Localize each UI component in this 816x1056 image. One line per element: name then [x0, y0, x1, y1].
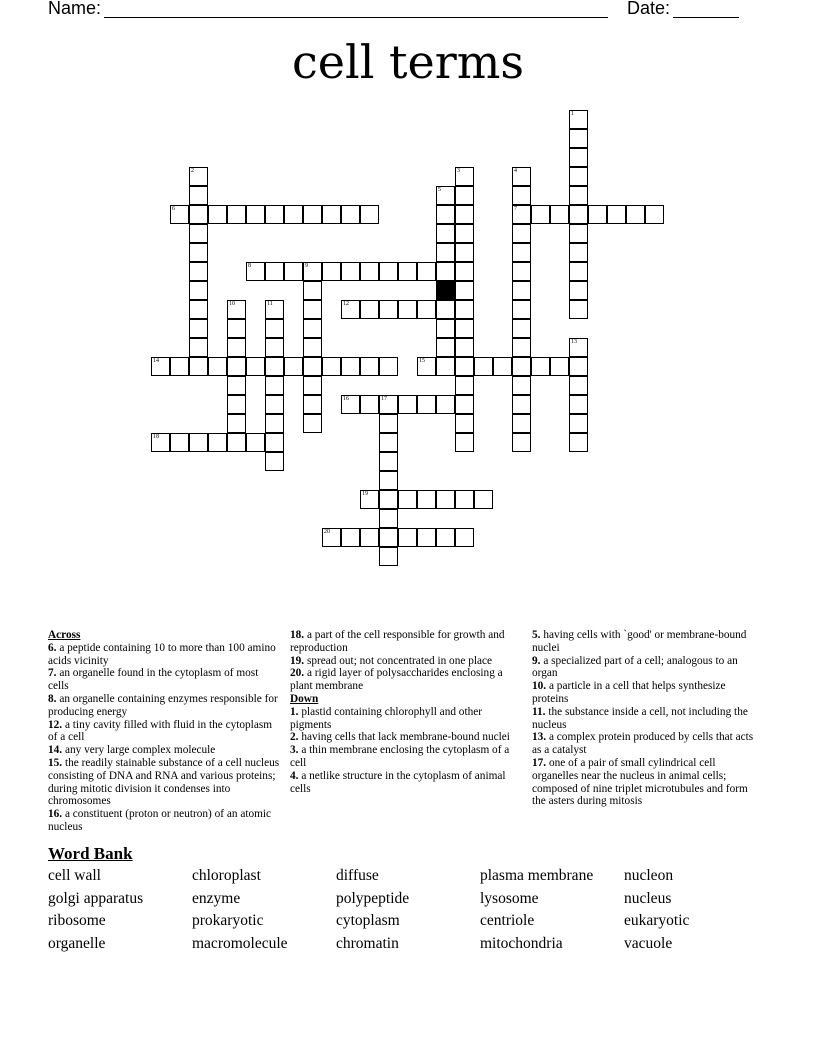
word-bank-word: eukaryotic: [624, 912, 690, 930]
word-bank-word: polypeptide: [336, 889, 410, 907]
word-bank-word: nucleon: [624, 867, 674, 884]
grid-cell[interactable]: [265, 205, 284, 224]
word-bank-word: prokaryotic: [192, 912, 264, 930]
clue-item-number: 2.: [290, 731, 299, 744]
grid-cell[interactable]: [455, 224, 474, 243]
grid-cell[interactable]: [569, 224, 588, 243]
grid-cell[interactable]: [265, 319, 284, 338]
grid-cell[interactable]: [341, 262, 360, 281]
word-bank-word: chloroplast: [192, 867, 261, 884]
grid-cell[interactable]: [569, 433, 588, 452]
grid-cell[interactable]: [379, 509, 398, 528]
grid-cell[interactable]: [569, 148, 588, 167]
grid-cell[interactable]: [322, 528, 341, 547]
clue-item-text: the readily stainable substance of a cell nucleus consisting of DNA and RNA and various proteins; during mitotic division it condenses into chromosomes: [48, 756, 280, 808]
clue-number: 16: [343, 396, 349, 402]
grid-cell[interactable]: [341, 395, 360, 414]
grid-cell[interactable]: [189, 186, 208, 205]
grid-cell[interactable]: [455, 395, 474, 414]
grid-cell[interactable]: [436, 528, 455, 547]
clue-number: 20: [324, 529, 330, 535]
grid-cell[interactable]: [208, 357, 227, 376]
grid-cell[interactable]: [341, 357, 360, 376]
clue-item-number: 8.: [48, 692, 57, 705]
grid-cell[interactable]: [189, 281, 208, 300]
grid-cell[interactable]: [512, 281, 531, 300]
grid-cell[interactable]: [227, 433, 246, 452]
word-bank-title: Word Bank: [48, 844, 133, 863]
grid-cell[interactable]: [379, 395, 398, 414]
word-bank: [48, 866, 768, 966]
grid-cell[interactable]: [569, 414, 588, 433]
grid-cell[interactable]: [265, 452, 284, 471]
grid-cell[interactable]: [379, 262, 398, 281]
clue-item-text: a specialized part of a cell; analogous to an organ: [532, 654, 738, 680]
grid-cell[interactable]: [360, 300, 379, 319]
grid-cell[interactable]: [170, 433, 189, 452]
grid-cell[interactable]: [398, 528, 417, 547]
clue-number: 19: [362, 491, 368, 497]
grid-cell[interactable]: [512, 205, 531, 224]
grid-cell[interactable]: [569, 129, 588, 148]
grid-cell[interactable]: [379, 414, 398, 433]
grid-cell[interactable]: [455, 357, 474, 376]
clue-number: 4: [514, 168, 517, 174]
grid-cell[interactable]: [550, 205, 569, 224]
grid-cell[interactable]: [151, 433, 170, 452]
clue-item-text: any very large complex molecule: [64, 744, 216, 757]
grid-cell[interactable]: [246, 433, 265, 452]
grid-cell[interactable]: [360, 490, 379, 509]
clue-item: [290, 655, 522, 668]
grid-cell[interactable]: [208, 205, 227, 224]
grid-cell[interactable]: [189, 338, 208, 357]
clue-item: [48, 642, 280, 668]
grid-cell[interactable]: [569, 243, 588, 262]
grid-cell[interactable]: [569, 338, 588, 357]
grid-cell[interactable]: [303, 281, 322, 300]
clue-item: [48, 667, 280, 693]
clue-item-text: a part of the cell responsible for growth and reproduction: [290, 629, 505, 654]
grid-cell[interactable]: [474, 490, 493, 509]
clue-item-number: 9.: [532, 654, 541, 667]
clue-item-text: a tiny cavity filled with fluid in the cytoplasm of a cell: [48, 718, 273, 744]
clue-item-number: 10.: [532, 680, 547, 693]
grid-cell[interactable]: [455, 205, 474, 224]
grid-cell[interactable]: [569, 110, 588, 129]
grid-cell[interactable]: [170, 205, 189, 224]
grid-cell[interactable]: [303, 357, 322, 376]
grid-cell[interactable]: [569, 186, 588, 205]
clue-item-text: a constituent (proton or neutron) of an atomic nucleus: [48, 808, 272, 833]
grid-cell[interactable]: [512, 414, 531, 433]
grid-cell[interactable]: [436, 262, 455, 281]
clue-item-number: 12.: [48, 718, 63, 731]
grid-cell[interactable]: [417, 490, 436, 509]
grid-cell[interactable]: [227, 357, 246, 376]
grid-cell[interactable]: [569, 395, 588, 414]
word-bank-word: nucleus: [624, 889, 672, 907]
grid-cell[interactable]: [455, 414, 474, 433]
grid-cell[interactable]: [360, 395, 379, 414]
grid-cell[interactable]: [512, 338, 531, 357]
grid-cell[interactable]: [227, 376, 246, 395]
clue-item-text: a thin membrane enclosing the cytoplasm of a cell: [290, 744, 510, 769]
grid-cell[interactable]: [474, 357, 493, 376]
clue-item-text: spread out; not concentrated in one place: [306, 654, 493, 667]
grid-cell[interactable]: [455, 243, 474, 262]
grid-cell[interactable]: [455, 376, 474, 395]
clue-item-number: 4.: [290, 769, 299, 782]
grid-cell[interactable]: [455, 528, 474, 547]
grid-cell[interactable]: [569, 376, 588, 395]
grid-cell[interactable]: [208, 433, 227, 452]
grid-cell[interactable]: [417, 357, 436, 376]
grid-cell[interactable]: [151, 357, 170, 376]
grid-cell[interactable]: [360, 357, 379, 376]
grid-cell[interactable]: [170, 357, 189, 376]
clue-item-text: a rigid layer of polysaccharides enclosing a plant membrane: [290, 667, 503, 693]
grid-cell[interactable]: [417, 262, 436, 281]
clue-item-number: 11.: [532, 705, 546, 718]
grid-cell[interactable]: [227, 338, 246, 357]
clue-number: 17: [381, 396, 387, 402]
grid-cell[interactable]: [512, 186, 531, 205]
grid-cell[interactable]: [512, 319, 531, 338]
grid-cell[interactable]: [303, 395, 322, 414]
word-bank-word: cytoplasm: [336, 912, 400, 930]
grid-cell[interactable]: [398, 490, 417, 509]
clue-number: 8: [248, 263, 251, 269]
grid-cell[interactable]: [189, 300, 208, 319]
clue-item: [48, 808, 280, 834]
clue-item-text: a peptide containing 10 to more than 100 amino acids vicinity: [48, 641, 276, 667]
grid-cell[interactable]: [303, 376, 322, 395]
grid-cell[interactable]: [265, 300, 284, 319]
grid-cell[interactable]: [189, 319, 208, 338]
clue-item-text: an organelle containing enzymes responsible for producing energy: [48, 692, 278, 718]
grid-cell[interactable]: [512, 262, 531, 281]
clue-item-number: 1.: [290, 705, 299, 718]
clue-number: 3: [457, 168, 460, 174]
grid-cell[interactable]: [569, 205, 588, 224]
date-label: Date:: [627, 0, 671, 18]
grid-cell[interactable]: [436, 300, 455, 319]
grid-cell[interactable]: [341, 300, 360, 319]
grid-cell[interactable]: [246, 262, 265, 281]
clue-item-text: plastid containing chlorophyll and other pigments: [290, 705, 483, 731]
grid-cell[interactable]: [645, 205, 664, 224]
clue-item: [532, 757, 764, 808]
clue-column-1: [48, 629, 280, 834]
down-heading: Down: [290, 692, 319, 705]
grid-cell[interactable]: [265, 376, 284, 395]
clue-number: 9: [305, 263, 308, 269]
grid-cell[interactable]: [303, 300, 322, 319]
grid-cell[interactable]: [360, 528, 379, 547]
grid-cell[interactable]: [379, 433, 398, 452]
grid-cell[interactable]: [417, 395, 436, 414]
clue-item-number: 3.: [290, 744, 299, 757]
clue-item-text: a particle in a cell that helps synthesize proteins: [532, 680, 726, 705]
grid-cell[interactable]: [607, 205, 626, 224]
grid-cell[interactable]: [436, 243, 455, 262]
clue-item: [290, 731, 522, 744]
word-bank-word: lysosome: [480, 889, 539, 907]
grid-cell[interactable]: [265, 338, 284, 357]
word-bank-word: centriole: [480, 912, 535, 930]
clue-item: [532, 680, 764, 706]
clue-item-text: the substance inside a cell, not including the nucleus: [532, 705, 748, 731]
grid-cell[interactable]: [189, 224, 208, 243]
grid-cell[interactable]: [436, 395, 455, 414]
grid-cell[interactable]: [398, 262, 417, 281]
clue-number: 13: [571, 339, 577, 345]
grid-cell[interactable]: [227, 414, 246, 433]
clue-item-number: 6.: [48, 641, 57, 654]
clue-item-number: 7.: [48, 667, 57, 680]
grid-cell[interactable]: [303, 319, 322, 338]
grid-cell[interactable]: [626, 205, 645, 224]
grid-cell[interactable]: [227, 319, 246, 338]
grid-cell[interactable]: [379, 547, 398, 566]
grid-cell[interactable]: [436, 490, 455, 509]
grid-cell[interactable]: [398, 300, 417, 319]
grid-cell[interactable]: [303, 338, 322, 357]
clue-item: [532, 655, 764, 681]
grid-cell[interactable]: [512, 376, 531, 395]
clue-item-number: 13.: [532, 731, 547, 744]
clue-item: [290, 629, 522, 655]
grid-cell[interactable]: [455, 433, 474, 452]
word-bank-word: diffuse: [336, 867, 379, 884]
grid-cell[interactable]: [512, 357, 531, 376]
grid-cell[interactable]: [265, 357, 284, 376]
clue-item: [532, 629, 764, 655]
grid-cell[interactable]: [512, 243, 531, 262]
grid-cell[interactable]: [265, 414, 284, 433]
clue-item-number: 20.: [290, 667, 305, 680]
grid-cell[interactable]: [189, 205, 208, 224]
grid-cell[interactable]: [455, 281, 474, 300]
grid-cell[interactable]: [322, 205, 341, 224]
grid-cell[interactable]: [227, 300, 246, 319]
clue-number: 18: [153, 434, 159, 440]
grid-cell[interactable]: [436, 338, 455, 357]
grid-cell[interactable]: [227, 395, 246, 414]
grid-cell[interactable]: [284, 262, 303, 281]
clue-item: [290, 770, 522, 796]
clue-number: 10: [229, 301, 235, 307]
grid-cell[interactable]: [322, 357, 341, 376]
grid-cell[interactable]: [265, 262, 284, 281]
clue-number: 1: [571, 111, 574, 117]
grid-block: [436, 281, 455, 300]
clue-item-number: 17.: [532, 756, 547, 769]
clue-item: [48, 719, 280, 745]
clue-item: [532, 731, 764, 757]
clue-item-text: a netlike structure in the cytoplasm of animal cells: [290, 769, 506, 795]
grid-cell[interactable]: [569, 357, 588, 376]
word-bank-word: enzyme: [192, 889, 241, 907]
grid-cell[interactable]: [189, 357, 208, 376]
grid-cell[interactable]: [265, 433, 284, 452]
clue-item-text: having cells that lack membrane-bound nuclei: [301, 731, 510, 744]
word-bank-word: ribosome: [48, 912, 106, 930]
grid-cell[interactable]: [436, 319, 455, 338]
word-bank-word: plasma membrane: [480, 867, 594, 884]
word-bank-word: mitochondria: [480, 935, 563, 953]
clue-item: [290, 744, 522, 770]
grid-cell[interactable]: [455, 300, 474, 319]
grid-cell[interactable]: [531, 205, 550, 224]
grid-cell[interactable]: [436, 205, 455, 224]
word-bank-word: cell wall: [48, 867, 101, 884]
clue-item: [48, 757, 280, 808]
grid-cell[interactable]: [569, 167, 588, 186]
grid-cell[interactable]: [436, 186, 455, 205]
grid-cell[interactable]: [455, 490, 474, 509]
clue-number: 6: [172, 206, 175, 212]
grid-cell[interactable]: [379, 471, 398, 490]
grid-cell[interactable]: [360, 205, 379, 224]
grid-cell[interactable]: [189, 262, 208, 281]
grid-cell[interactable]: [322, 262, 341, 281]
clue-item-number: 5.: [532, 629, 541, 641]
grid-cell[interactable]: [512, 395, 531, 414]
grid-cell[interactable]: [227, 205, 246, 224]
grid-cell[interactable]: [341, 205, 360, 224]
clue-item-text: a complex protein produced by cells that acts as a catalyst: [532, 731, 754, 757]
grid-cell[interactable]: [512, 300, 531, 319]
clue-item: [48, 744, 280, 757]
clue-item: [48, 693, 280, 719]
clue-item-text: having cells with `good' or membrane-bound nuclei: [532, 629, 747, 654]
grid-cell[interactable]: [417, 528, 436, 547]
grid-cell[interactable]: [303, 205, 322, 224]
clue-number: 12: [343, 301, 349, 307]
grid-cell[interactable]: [341, 528, 360, 547]
grid-cell[interactable]: [512, 224, 531, 243]
grid-cell[interactable]: [379, 490, 398, 509]
clue-item-number: 18.: [290, 629, 305, 641]
clue-column-2: [290, 629, 522, 795]
grid-cell[interactable]: [379, 357, 398, 376]
grid-cell[interactable]: [303, 414, 322, 433]
grid-cell[interactable]: [246, 357, 265, 376]
clue-item-number: 19.: [290, 654, 305, 667]
grid-cell[interactable]: [512, 433, 531, 452]
clue-number: 2: [191, 168, 194, 174]
grid-cell[interactable]: [569, 281, 588, 300]
grid-cell[interactable]: [360, 262, 379, 281]
clue-item-number: 16.: [48, 808, 63, 821]
clue-number: 15: [419, 358, 425, 364]
grid-cell[interactable]: [189, 433, 208, 452]
grid-cell[interactable]: [455, 262, 474, 281]
grid-cell[interactable]: [455, 186, 474, 205]
clue-item: [532, 706, 764, 732]
grid-cell[interactable]: [455, 338, 474, 357]
grid-cell[interactable]: [512, 167, 531, 186]
grid-cell[interactable]: [303, 262, 322, 281]
grid-cell[interactable]: [189, 167, 208, 186]
across-heading: Across: [48, 629, 81, 641]
grid-cell[interactable]: [417, 300, 436, 319]
word-bank-word: organelle: [48, 935, 106, 953]
grid-cell[interactable]: [284, 357, 303, 376]
grid-cell[interactable]: [455, 167, 474, 186]
page-title: cell terms: [292, 35, 524, 89]
clue-column-3: [532, 629, 764, 808]
clue-item: [290, 706, 522, 732]
grid-cell[interactable]: [531, 357, 550, 376]
clues-section: [48, 629, 772, 839]
grid-cell[interactable]: [246, 205, 265, 224]
grid-cell[interactable]: [493, 357, 512, 376]
word-bank-word: vacuole: [624, 935, 673, 953]
word-bank-word: chromatin: [336, 935, 399, 953]
grid-cell[interactable]: [569, 300, 588, 319]
clue-number: 5: [438, 187, 441, 193]
grid-cell[interactable]: [436, 224, 455, 243]
clue-item: [290, 667, 522, 693]
grid-cell[interactable]: [379, 452, 398, 471]
grid-cell[interactable]: [569, 262, 588, 281]
clue-number: 7: [514, 206, 517, 212]
grid-cell[interactable]: [379, 300, 398, 319]
word-bank-word: golgi apparatus: [48, 889, 144, 907]
grid-cell[interactable]: [550, 357, 569, 376]
word-bank-word: macromolecule: [192, 935, 288, 953]
clue-item-text: an organelle found in the cytoplasm of most cells: [48, 667, 259, 693]
grid-cell[interactable]: [284, 205, 303, 224]
grid-cell[interactable]: [265, 395, 284, 414]
clue-item-number: 14.: [48, 744, 63, 757]
clue-number: 14: [153, 358, 159, 364]
grid-cell[interactable]: [189, 243, 208, 262]
grid-cell[interactable]: [455, 319, 474, 338]
grid-cell[interactable]: [436, 357, 455, 376]
grid-cell[interactable]: [398, 395, 417, 414]
name-label: Name:: [48, 0, 102, 18]
grid-cell[interactable]: [588, 205, 607, 224]
clue-item-text: one of a pair of small cylindrical cell organelles near the nucleus in animal cells; composed of nine triplet microtubules and form the asters during mitosis: [532, 756, 748, 808]
clue-item-number: 15.: [48, 756, 63, 769]
clue-number: 11: [267, 301, 273, 307]
grid-cell[interactable]: [379, 528, 398, 547]
